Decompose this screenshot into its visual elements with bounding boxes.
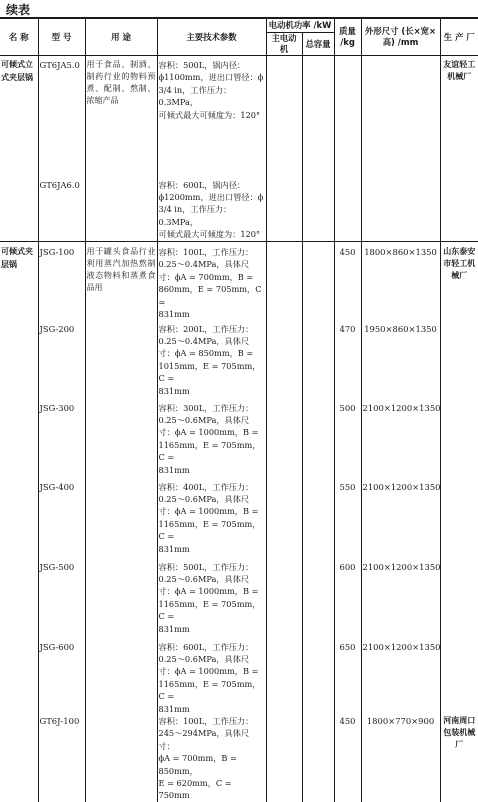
header-use: 用 途 [85, 18, 157, 56]
dims-cell: 2100×1200×1350 [361, 561, 440, 641]
mass-cell [334, 176, 361, 242]
param-line: 容积：100L，工作压力： [158, 247, 254, 257]
model-cell: GT6JA6.0 [38, 176, 85, 242]
param-line: 1165mm，E = 705mm，C = [158, 439, 261, 463]
dims-cell: 2100×1200×1350 [361, 641, 440, 715]
table-row [0, 641, 478, 715]
model-cell: JSG-500 [38, 561, 85, 641]
params-cell [157, 715, 266, 802]
param-line: 容积：400L，工作压力： [158, 481, 254, 492]
param-line: 寸：ϕA = 700mm，B = [158, 271, 254, 282]
param-line: 831mm [158, 543, 190, 554]
mass-cell: 450 [334, 715, 361, 802]
param-line: 可倾式最大可倾度为：120° [158, 109, 261, 120]
table-row [0, 481, 478, 561]
param-line: ϕ1100mm，进出口管径：ϕ [158, 72, 264, 83]
motor-power-cell [266, 481, 302, 561]
group-tilting-kettle [0, 242, 478, 802]
model-cell: GT6JA5.0 [38, 56, 85, 176]
param-line: 0.25～0.6MPa，具体尺 [158, 493, 250, 504]
total-power-cell [302, 561, 334, 641]
total-power-cell [302, 242, 334, 323]
total-power-cell [302, 715, 334, 802]
params-cell [157, 56, 266, 176]
params-cell [157, 561, 266, 641]
params-cell [157, 176, 266, 242]
total-power-cell [302, 641, 334, 715]
param-line: 860mm，E = 705mm，C = [158, 284, 262, 307]
mass-cell: 600 [334, 561, 361, 641]
param-line: 容积：200L，工作压力： [158, 323, 254, 334]
dims-cell: 2100×1200×1350 [361, 402, 440, 481]
total-power-cell [302, 176, 334, 242]
param-line: 寸：ϕA = 1000mm，B = [158, 666, 259, 677]
params-cell [157, 641, 266, 715]
motor-power-cell [266, 323, 302, 402]
dims-cell: 1950×860×1350 [361, 323, 440, 402]
header-model: 型 号 [38, 18, 85, 56]
param-line: 寸：ϕA = 1000mm，B = [158, 506, 259, 517]
param-line: 容积：500L，工作压力： [158, 561, 254, 572]
table-row [0, 561, 478, 641]
param-line: 0.25～0.6MPa，具体尺 [158, 414, 250, 425]
mass-cell: 650 [334, 641, 361, 715]
param-line: 容积：600L，工作压力： [158, 641, 254, 652]
param-line: 寸：ϕA = 850mm，B = [158, 348, 254, 359]
param-line: 容积：600L，锅内径： [158, 179, 246, 190]
use-cell [85, 715, 157, 802]
motor-power-cell [266, 402, 302, 481]
header-name: 名 称 [0, 18, 38, 56]
header-power-group: 电动机功率 /kW [266, 18, 334, 33]
group-name: 可倾式夹层锅 [0, 242, 38, 802]
mass-cell: 550 [334, 481, 361, 561]
params-cell [157, 242, 266, 323]
param-line: 1165mm，E = 705mm，C = [158, 678, 261, 702]
dims-cell [361, 176, 440, 242]
header-power-total: 总容量 [302, 33, 334, 56]
mass-cell: 450 [334, 242, 361, 323]
maker-cell: 友谊轻工机械厂 [440, 56, 478, 242]
param-line: 831mm [158, 385, 190, 396]
param-line: 1165mm，E = 705mm，C = [158, 518, 261, 542]
continued-label: 续表 [6, 3, 31, 17]
params-cell [157, 481, 266, 561]
total-power-cell [302, 402, 334, 481]
param-line: ϕA = 700mm，B = 850mm， [158, 753, 237, 776]
maker-cell: 山东泰安市轻工机械厂 [440, 242, 478, 715]
motor-power-cell [266, 176, 302, 242]
mass-cell [334, 56, 361, 176]
params-cell [157, 323, 266, 402]
model-cell: JSG-400 [38, 481, 85, 561]
header-params: 主要技术参数 [157, 18, 266, 56]
param-line: 1015mm，E = 705mm，C = [158, 360, 261, 384]
group-name: 可倾式立式夹层锅 [1, 60, 33, 82]
motor-power-cell [266, 561, 302, 641]
model-cell: JSG-600 [38, 641, 85, 715]
motor-power-cell [266, 242, 302, 323]
table-row [0, 242, 478, 323]
header-maker: 生 产 厂 [440, 18, 478, 56]
motor-power-cell [266, 715, 302, 802]
use-cell: 用于罐头食品行业利用蒸汽加热熬制液态物料和蒸煮食品用 [85, 242, 157, 715]
model-cell: JSG-200 [38, 323, 85, 402]
param-line: 831mm [158, 464, 190, 475]
param-line: 0.25～0.6MPa，具体尺 [158, 653, 250, 664]
param-line: 831mm [158, 703, 190, 714]
param-line: 寸：ϕA = 1000mm，B = [158, 427, 259, 438]
param-line: 0.25～0.4MPa，具体尺 [158, 259, 250, 270]
param-line: 3/4 in，工作压力：0.3MPa， [158, 204, 232, 227]
group-vertical-tilting-kettle [0, 56, 478, 242]
param-line: ϕ1200mm，进出口管径：ϕ [158, 191, 264, 202]
param-line: 0.25～0.4MPa，具体尺 [158, 335, 250, 346]
table-row [0, 323, 478, 402]
use-cell: 用于食品、制酒、制药行业的物料预煮、配制、熬制、浓缩产品 [85, 56, 157, 242]
param-line: 3/4 in，工作压力：0.3MPa， [158, 84, 232, 108]
param-line: E = 620mm，C = 750mm [158, 777, 232, 801]
table-row [0, 715, 478, 802]
dims-cell: 1800×860×1350 [361, 242, 440, 323]
param-line: 1165mm，E = 705mm，C = [158, 598, 261, 622]
model-cell: JSG-100 [38, 242, 85, 323]
equipment-table [0, 17, 478, 802]
param-line: 容积：500L，锅内径： [158, 60, 246, 70]
header-dims: 外形尺寸 (长×宽×高) /mm [361, 18, 440, 56]
total-power-cell [302, 323, 334, 402]
param-line: 可倾式最大可倾度为：120° [158, 229, 261, 240]
model-cell: JSG-300 [38, 402, 85, 481]
model-cell: GT6J-100 [38, 715, 85, 802]
dims-cell: 2100×1200×1350 [361, 481, 440, 561]
header-power-motor: 主电动机 [266, 33, 302, 56]
mass-cell: 500 [334, 402, 361, 481]
param-line: 831mm [158, 623, 190, 634]
param-line: 245～294MPa，具体尺寸： [158, 728, 250, 751]
param-line: 容积：100L，工作压力： [158, 715, 254, 726]
dims-cell [361, 56, 440, 176]
maker-cell: 河南周口包装机械厂 [440, 715, 478, 802]
table-row [0, 402, 478, 481]
total-power-cell [302, 56, 334, 176]
table-row [0, 176, 478, 242]
table-row [0, 56, 478, 176]
motor-power-cell [266, 56, 302, 176]
param-line: 寸：ϕA = 1000mm，B = [158, 586, 259, 597]
params-cell [157, 402, 266, 481]
dims-cell: 1800×770×900 [361, 715, 440, 802]
mass-cell: 470 [334, 323, 361, 402]
header-mass: 质量 /kg [334, 18, 361, 56]
total-power-cell [302, 481, 334, 561]
param-line: 0.25～0.6MPa，具体尺 [158, 573, 250, 584]
motor-power-cell [266, 641, 302, 715]
param-line: 容积：300L，工作压力： [158, 402, 254, 413]
param-line: 831mm [158, 309, 190, 320]
